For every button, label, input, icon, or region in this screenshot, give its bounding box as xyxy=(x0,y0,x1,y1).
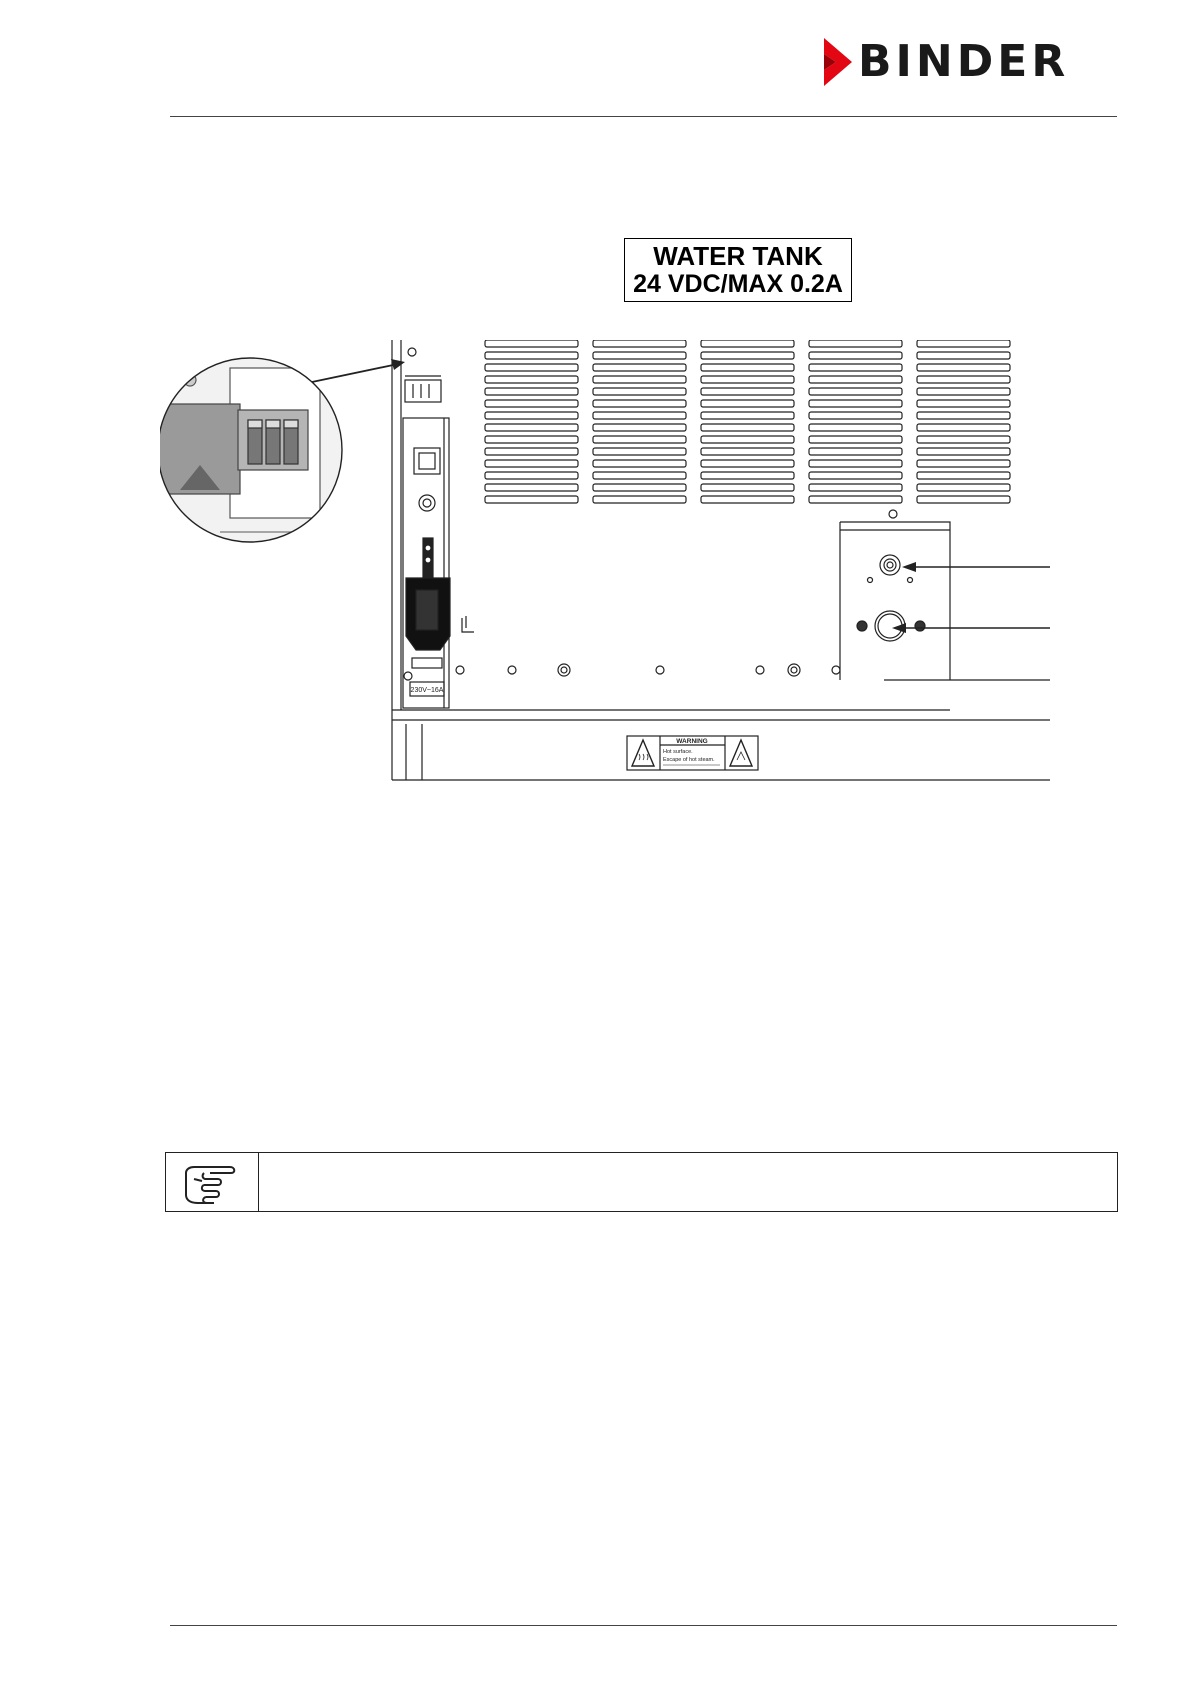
warning-title: WARNING xyxy=(676,738,708,745)
vent-grille xyxy=(485,340,1010,503)
left-frame xyxy=(392,340,474,780)
connector-detail-view xyxy=(160,340,405,570)
header-divider xyxy=(170,116,1117,117)
footer-divider xyxy=(170,1625,1117,1626)
note-box xyxy=(165,1152,1118,1212)
binder-logo xyxy=(822,36,1117,88)
warning-line-2: Escape of hot steam. xyxy=(663,757,715,763)
pointing-hand-icon xyxy=(180,1159,244,1207)
water-tank-label-rating: 24 VDC/MAX 0.2A xyxy=(633,270,843,298)
warning-line-1: Hot surface. xyxy=(663,749,693,755)
brand-name: BINDER xyxy=(858,36,1070,87)
warning-sticker xyxy=(627,736,758,770)
bottom-rail xyxy=(392,664,1050,780)
socket-rating: 230V~16A xyxy=(410,687,444,694)
water-tank-label xyxy=(624,238,852,302)
note-icon-cell xyxy=(166,1153,259,1211)
water-tank-label-title: WATER TANK xyxy=(653,241,823,271)
binder-logo-mark xyxy=(822,36,858,88)
vent-column xyxy=(485,340,578,503)
water-connection-bracket xyxy=(840,510,1050,680)
rear-panel-drawing xyxy=(160,340,1060,800)
